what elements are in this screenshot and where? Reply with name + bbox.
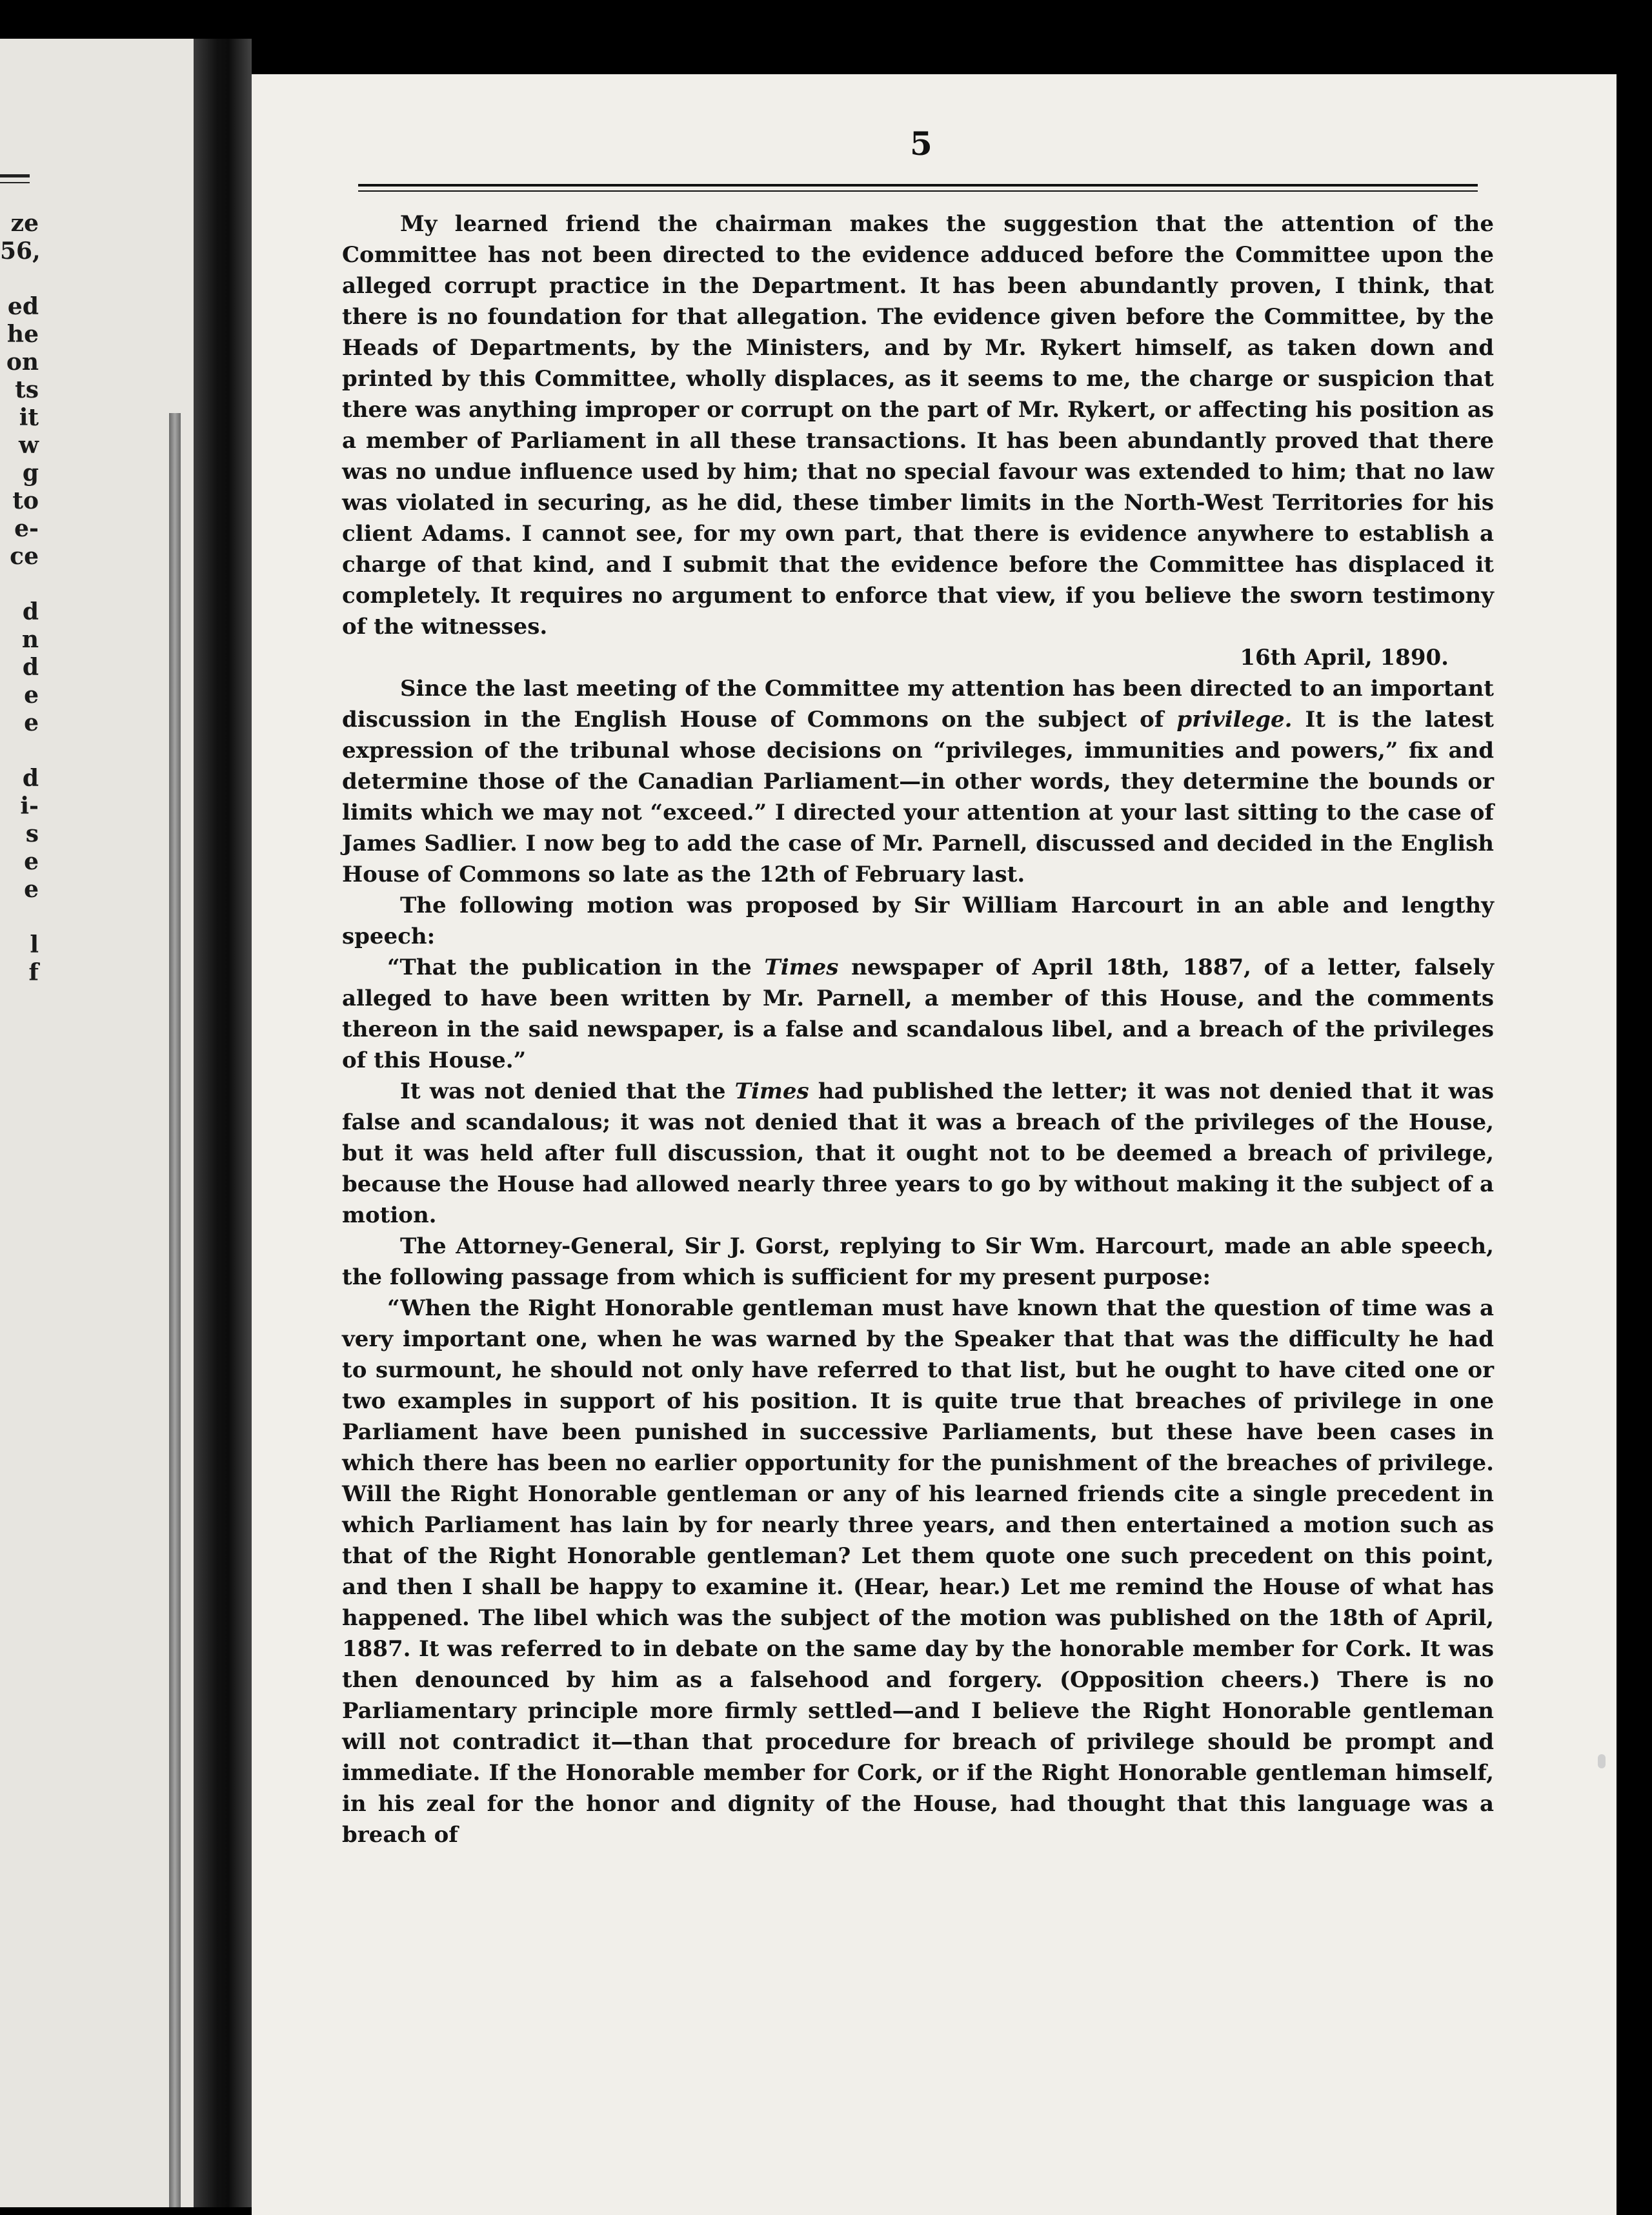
- left-page-fragment: f: [28, 959, 39, 986]
- left-page-fragment: e: [24, 876, 39, 903]
- left-page-fragment: s: [25, 820, 39, 847]
- left-page-fragment: ed: [7, 293, 39, 320]
- paragraph-text: Since the last meeting of the Committee my attention has been directed to an important discussion in the English House of Commons on the subject of: [342, 676, 1494, 733]
- header-rule-thick: [358, 184, 1478, 187]
- left-page-fragment: g: [22, 460, 39, 487]
- left-page-fragment: w: [19, 432, 39, 459]
- left-page-fragment: on: [6, 349, 39, 376]
- left-page-fragment: d: [22, 598, 39, 625]
- paragraph-text: had published the letter; it was not denied that it was false and scandalous; it was not denied that it was a breach of the privileges of the House, but it was held after full discussion, that it ought not to be deemed a breach of privilege, because the House had allowed nearly three years to go by without making it the subject of a motion.: [342, 1078, 1494, 1228]
- left-page-fragment: d: [22, 765, 39, 792]
- right-page: [252, 74, 1617, 2215]
- paragraph-motion-intro: The following motion was proposed by Sir William Harcourt in an able and lengthy speech:: [342, 893, 1494, 949]
- paragraph-gorst-quote: “When the Right Honorable gentleman must have known that the question of time was a very important one, when he was warned by the Speaker that that was the difficulty he had to surmount, he should not only have referred to that list, but he ought to have cited one or two examples in support of his position. It is quite true that breaches of privilege in one Parliament have been punished in successive Parliaments, but these have been cases in which there has been no earlier opportunity for the punishment of the breaches of privilege. Will the Right Honorable gentleman or any of his learned friends cite a single precedent in which Parliament has lain by for nearly three years, and then entertained a motion such as that of the Right Honorable gentleman? Let them quote one such precedent on this point, and then I shall be happy to examine it. (Hear, hear.) Let me remind the House of what has happened. The libel which was the subject of the motion was published on the 18th of April, 1887. It was referred to in debate on the same day by the honorable member for Cork. It was then denounced by him as a falsehood and forgery. (Opposition cheers.) There is no Parliamentary principle more firmly settled—and I believe the Right Honorable gentleman will not contradict it—than that procedure for breach of privilege should be prompt and immediate. If the Honorable member for Cork, or if the Right Honorable gentleman himself, in his zeal for the honor and dignity of the House, had thought that this language was a breach of: [342, 1295, 1494, 1848]
- body-text: [342, 208, 1494, 1850]
- italic-text: privilege.: [1176, 707, 1293, 733]
- date-line: 16th April, 1890.: [1240, 645, 1449, 671]
- left-page-fragment: e: [24, 709, 39, 736]
- left-page-fragment: ce: [10, 543, 39, 570]
- paragraph-privilege: [342, 673, 1494, 890]
- left-page-fragment: 56,: [0, 238, 41, 265]
- left-page-fragment: [0, 904, 39, 931]
- paragraph-motion-quote: [342, 952, 1494, 1076]
- left-page-fragment: [0, 737, 39, 765]
- left-page-fragment: ts: [15, 376, 39, 403]
- bookmark-ribbon: [169, 413, 181, 2207]
- left-page-fragment: n: [21, 626, 39, 653]
- left-page-sliver: [0, 39, 194, 2207]
- paragraph-text: It was not denied that the: [400, 1078, 735, 1104]
- left-page-fragment: it: [19, 404, 39, 431]
- left-page-fragment: e: [24, 848, 39, 875]
- paragraph-attorney-general: The Attorney-General, Sir J. Gorst, replying to Sir Wm. Harcourt, made an able speech, the following passage from which is sufficient for my present purpose:: [342, 1233, 1494, 1290]
- paragraph-chairman: My learned friend the chairman makes the suggestion that the attention of the Committee has not been directed to the evidence adduced before the Committee upon the alleged corrupt practice in the Department. It has been abundantly proven, I think, that there is no foundation for that allegation. The evidence given before the Committee, by the Heads of Departments, by the Ministers, and by Mr. Rykert himself, as taken down and printed by this Committee, wholly displaces, as it seems to me, the charge or suspicion that there was anything improper or corrupt on the part of Mr. Rykert, or affecting his position as a member of Parliament in all these transactions. It has been abundantly proved that there was no undue influence used by him; that no special favour was extended to him; that no law was violated in securing, as he did, these timber limits in the North-West Territories for his client Adams. I cannot see, for my own part, that there is evidence anywhere to establish a charge of that kind, and I submit that the evidence before the Committee has displaced it completely. It requires no argument to enforce that view, if you believe the sworn testimony of the witnesses.: [342, 211, 1494, 640]
- left-page-fragment: ze: [10, 210, 39, 237]
- paragraph-not-denied: [342, 1076, 1494, 1231]
- header-rule-thin: [358, 190, 1478, 192]
- paragraph-text: newspaper of April 18th, 1887, of a letter, falsely alleged to have been written by Mr. Parnell, a member of this House, and the comments thereon in the said newspaper, is a false and scandalous libel, and a breach of the privileges of this House.”: [342, 955, 1494, 1073]
- left-page-fragment: to: [12, 487, 39, 514]
- left-page-rule: [0, 174, 30, 177]
- left-page-fragment: [0, 571, 39, 598]
- left-page-fragment: e: [24, 682, 39, 709]
- paragraph-text: “That the publication in the: [387, 955, 765, 980]
- page-edge-mark: [1598, 1754, 1606, 1768]
- italic-text: Times: [734, 1078, 809, 1104]
- left-page-fragment: d: [22, 654, 39, 681]
- left-page-fragment: [0, 265, 39, 293]
- paragraph-text: It is the latest expression of the tribunal whose decisions on “privileges, immunities and powers,” fix and determine those of the Canadian Parliament—in other words, they determine the bounds or limits which we may not “exceed.” I directed your attention at your last sitting to the case of James Sadlier. I now beg to add the case of Mr. Parnell, discussed and decided in the English House of Commons so late as the 12th of February last.: [342, 707, 1495, 887]
- left-page-fragment: l: [30, 931, 39, 958]
- left-page-text-fragments: [0, 210, 39, 987]
- left-page-fragment: e-: [14, 515, 39, 542]
- left-page-rule-thin: [0, 182, 30, 183]
- left-page-fragment: he: [6, 321, 39, 348]
- italic-text: Times: [764, 955, 839, 980]
- book-gutter: [194, 39, 252, 2207]
- left-page-fragment: i-: [20, 793, 39, 820]
- page-number: 5: [910, 125, 932, 163]
